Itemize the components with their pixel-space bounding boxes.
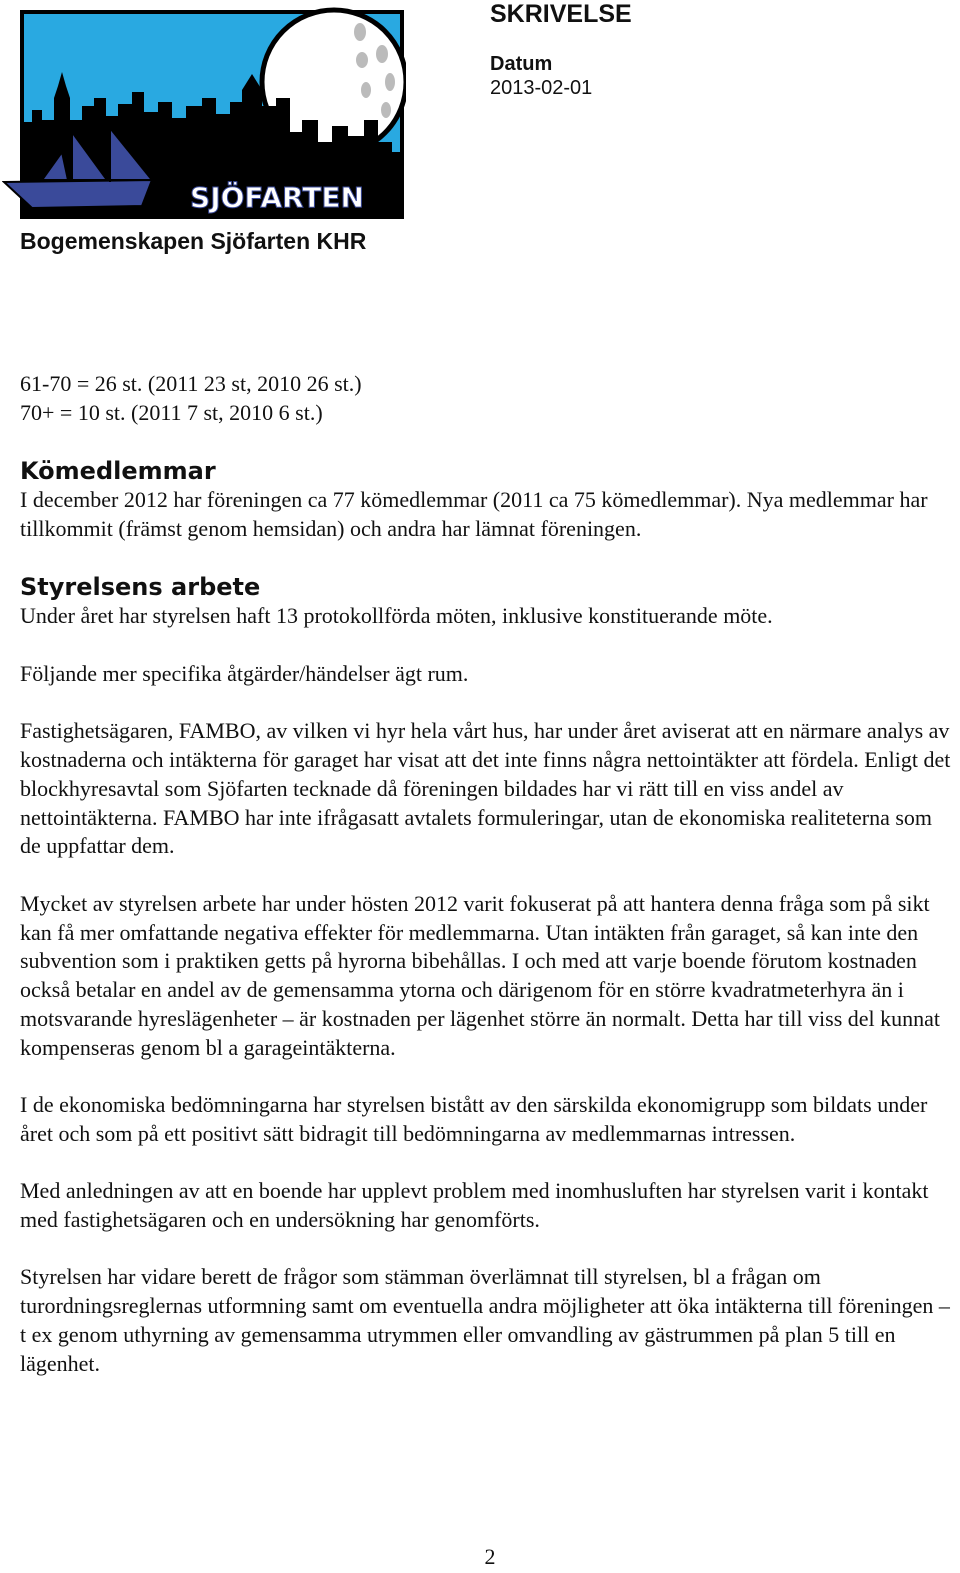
age-line-70-plus: 70+ = 10 st. (2011 7 st, 2010 6 st.): [20, 399, 323, 425]
organization-logo: [2, 2, 406, 220]
sjofarten-logo-graphic: [2, 2, 406, 220]
section-heading-styrelsens-arbete: Styrelsens arbete: [20, 573, 261, 602]
paragraph: I december 2012 har föreningen ca 77 kömedlemmar (2011 ca 75 kömedlemmar). Nya medlemmar har tillkommit (främst genom hemsidan) och andra har lämnat föreningen.: [20, 487, 928, 541]
logo-text: SJÖFARTEN: [190, 181, 364, 214]
age-statistics: [20, 370, 956, 428]
paragraph: Fastighetsägaren, FAMBO, av vilken vi hyr hela vårt hus, har under året aviserat att en närmare analys av kostnaderna och intäkterna för garaget har visat att det inte finns några nettointäkter att fördela. Enligt det blockhyresavtal som Sjöfarten tecknade då föreningen bildades har vi rätt till en viss andel av nettointäkterna. FAMBO har inte ifrågasatt avtalets formuleringar, utan de ekonomiska realiteterna som de uppfattar dem.: [20, 718, 951, 859]
section-styrelsens-arbete: [20, 572, 956, 1378]
section-heading-komedlemmar: Kömedlemmar: [20, 457, 216, 486]
organization-name: Bogemenskapen Sjöfarten KHR: [20, 228, 367, 254]
paragraph: Styrelsen har vidare berett de frågor som stämman överlämnat till styrelsen, bl a frågan om turordningsreglernas utformning samt om eventuella andra möjligheter att öka intäkterna till föreningen – t ex genom uthyrning av gemensamma utrymmen eller omvandling av gästrummen på plan 5 till en lägenhet.: [20, 1264, 950, 1376]
date-value: 2013-02-01: [490, 77, 593, 99]
section-komedlemmar: [20, 456, 956, 544]
age-line-61-70: 61-70 = 26 st. (2011 23 st, 2010 26 st.): [20, 371, 362, 396]
paragraph: Under året har styrelsen haft 13 protokollförda möten, inklusive konstituerande möte.: [20, 603, 773, 629]
date-label: Datum: [490, 53, 553, 75]
document-type-title: SKRIVELSE: [490, 0, 632, 28]
paragraph: I de ekonomiska bedömningarna har styrelsen bistått av den särskilda ekonomigrupp som bildats under året och som på ett positivt sätt bidragit till bedömningarna av medlemmarnas intressen.: [20, 1092, 928, 1146]
paragraph: Mycket av styrelsen arbete har under hösten 2012 varit fokuserat på att hantera denna fråga som på sikt kan få mer omfattande negativa effekter för medlemmarna. Utan intäkten från garaget, så kan inte den subvention som i praktiken getts på hyrorna bibehållas. I och med att varje boende förutom kostnaden också betalar en andel av de gemensamma ytorna och därigenom för en större kvadratmeterhyra än i motsvarande hyreslägenheter – är kostnaden per lägenhet större än normalt. Detta har till viss del kunnat kompenseras genom bl a garageintäkterna.: [20, 890, 941, 1060]
paragraph: Följande mer specifika åtgärder/händelser ägt rum.: [20, 660, 469, 686]
document-body: [20, 370, 956, 1407]
page-number: 2: [484, 1544, 496, 1569]
paragraph: Med anledningen av att en boende har upplevt problem med inomhusluften har styrelsen varit i kontakt med fastighetsägaren och en undersökning har genomförts.: [20, 1178, 929, 1233]
